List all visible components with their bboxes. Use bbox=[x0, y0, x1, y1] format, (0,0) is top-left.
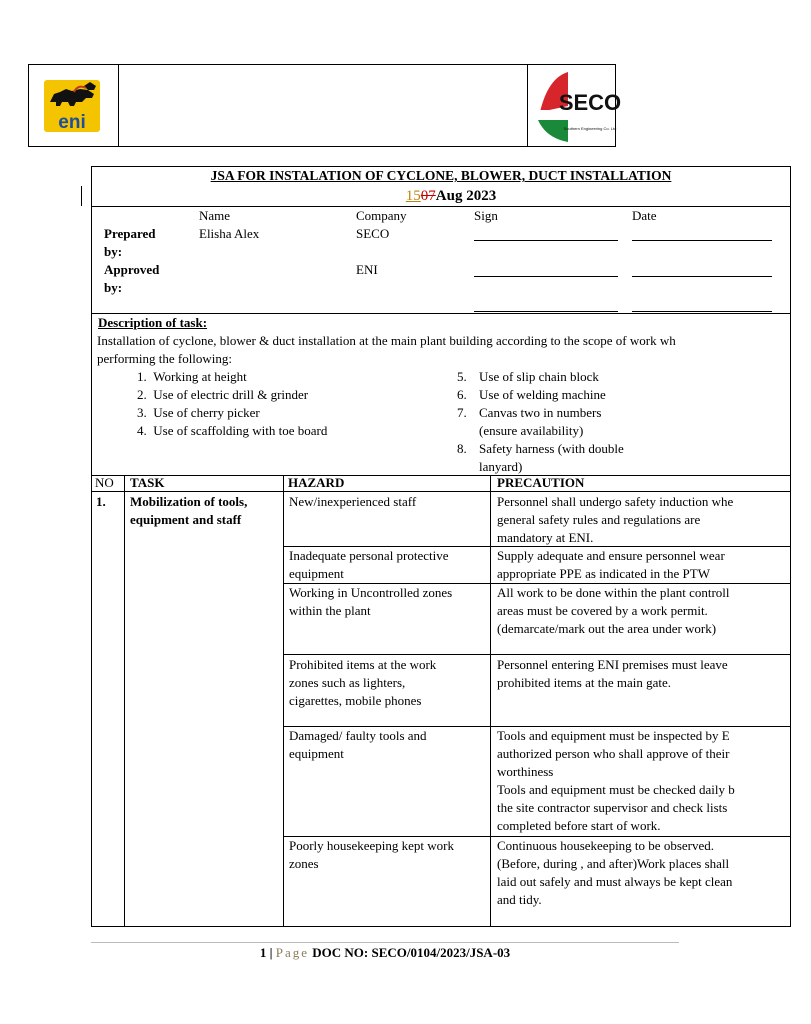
date-line[interactable] bbox=[632, 276, 772, 277]
eni-logo bbox=[44, 80, 100, 132]
date-line[interactable] bbox=[632, 311, 772, 312]
prepared-by-name: Elisha Alex bbox=[199, 226, 260, 241]
date-inserted: 15 bbox=[405, 188, 421, 204]
date-deleted: 07 bbox=[420, 188, 436, 204]
table-header-task: TASK bbox=[130, 475, 165, 490]
header-logo-box bbox=[28, 64, 616, 147]
seco-logo bbox=[534, 68, 622, 146]
list-item: Use of welding machine bbox=[479, 387, 606, 402]
description-text-1: Installation of cyclone, blower & duct installation at the main plant building according to the scope of work wh bbox=[97, 333, 676, 348]
col-name-header: Name bbox=[199, 208, 231, 223]
table-row-hazard: Prohibited items at the work zones such as lighters, cigarettes, mobile phones bbox=[289, 657, 437, 708]
table-row-precaution: Personnel shall undergo safety induction whe general safety rules and regulations are mandatory at ENI. bbox=[497, 494, 734, 545]
col-company-header: Company bbox=[356, 208, 407, 223]
table-header-hazard: HAZARD bbox=[288, 475, 345, 490]
table-row-hazard: Working in Uncontrolled zones within the plant bbox=[289, 585, 453, 618]
sign-line[interactable] bbox=[474, 240, 618, 241]
approved-by-company: ENI bbox=[356, 262, 378, 277]
sign-line[interactable] bbox=[474, 276, 618, 277]
table-header-no: NO bbox=[95, 475, 114, 490]
row-number: 1. bbox=[96, 494, 106, 509]
page-word: Page bbox=[275, 945, 309, 960]
list-item-num: 5. bbox=[457, 369, 467, 384]
col-date-header: Date bbox=[632, 208, 657, 223]
col-sign-header: Sign bbox=[474, 208, 498, 223]
prepared-by-label: Prepared by: bbox=[104, 226, 156, 259]
list-item: Safety harness (with double lanyard) bbox=[479, 441, 624, 474]
doc-number: DOC NO: SECO/0104/2023/JSA-03 bbox=[312, 945, 511, 960]
prepared-by-company: SECO bbox=[356, 226, 390, 241]
list-item: Use of slip chain block bbox=[479, 369, 599, 384]
page-footer bbox=[91, 944, 679, 962]
table-header-precaution: PRECAUTION bbox=[497, 475, 585, 490]
description-heading: Description of task: bbox=[98, 315, 208, 330]
table-row-precaution: Continuous housekeeping to be observed. (Before, during , and after)Work places shall laid out safely and must always be kept clean and tidy. bbox=[497, 838, 733, 907]
list-item-num: 8. bbox=[457, 441, 467, 456]
list-item: 2. Use of electric drill & grinder bbox=[137, 387, 309, 402]
date-rest: Aug 2023 bbox=[435, 188, 497, 204]
task-cell: Mobilization of tools, equipment and staff bbox=[130, 494, 248, 527]
list-item-num: 6. bbox=[457, 387, 467, 402]
document-title: JSA FOR INSTALATION OF CYCLONE, BLOWER, DUCT INSTALLATION bbox=[210, 168, 672, 183]
approved-by-label: Approved by: bbox=[104, 262, 160, 295]
list-item-num: 7. bbox=[457, 405, 467, 420]
list-item: 4. Use of scaffolding with toe board bbox=[137, 423, 328, 438]
table-row-precaution: Tools and equipment must be inspected by E authorized person who shall approve of their worthiness Tools and equipment must be checked daily b the site contractor supervisor and check lists completed before start of work. bbox=[497, 728, 735, 833]
list-item: Canvas two in numbers (ensure availability) bbox=[479, 405, 602, 438]
list-item: 3. Use of cherry picker bbox=[137, 405, 260, 420]
svg-text:SECO: SECO bbox=[558, 90, 622, 115]
table-row-precaution: Supply adequate and ensure personnel wear appropriate PPE as indicated in the PTW bbox=[497, 548, 725, 581]
date-line[interactable] bbox=[632, 240, 772, 241]
document-date bbox=[91, 186, 811, 207]
sign-line[interactable] bbox=[474, 311, 618, 312]
table-row-hazard: Inadequate personal protective equipment bbox=[289, 548, 449, 581]
text-cursor bbox=[81, 186, 82, 206]
footer-rule bbox=[91, 942, 679, 943]
table-row-precaution: All work to be done within the plant controll areas must be covered by a work permit. (demarcate/mark out the area under work) bbox=[497, 585, 730, 636]
footer-separator: | bbox=[269, 945, 273, 960]
table-row-precaution: Personnel entering ENI premises must leave prohibited items at the main gate. bbox=[497, 657, 728, 690]
table-row-hazard: New/inexperienced staff bbox=[289, 494, 417, 509]
page-number: 1 bbox=[259, 945, 267, 960]
list-item: 1. Working at height bbox=[137, 369, 247, 384]
table-row-hazard: Damaged/ faulty tools and equipment bbox=[289, 728, 427, 761]
svg-text:Southern Engineering Co. Ltd: Southern Engineering Co. Ltd bbox=[563, 126, 617, 131]
svg-text:eni: eni bbox=[58, 112, 86, 133]
table-row-hazard: Poorly housekeeping kept work zones bbox=[289, 838, 455, 871]
description-text-2: performing the following: bbox=[97, 351, 233, 366]
